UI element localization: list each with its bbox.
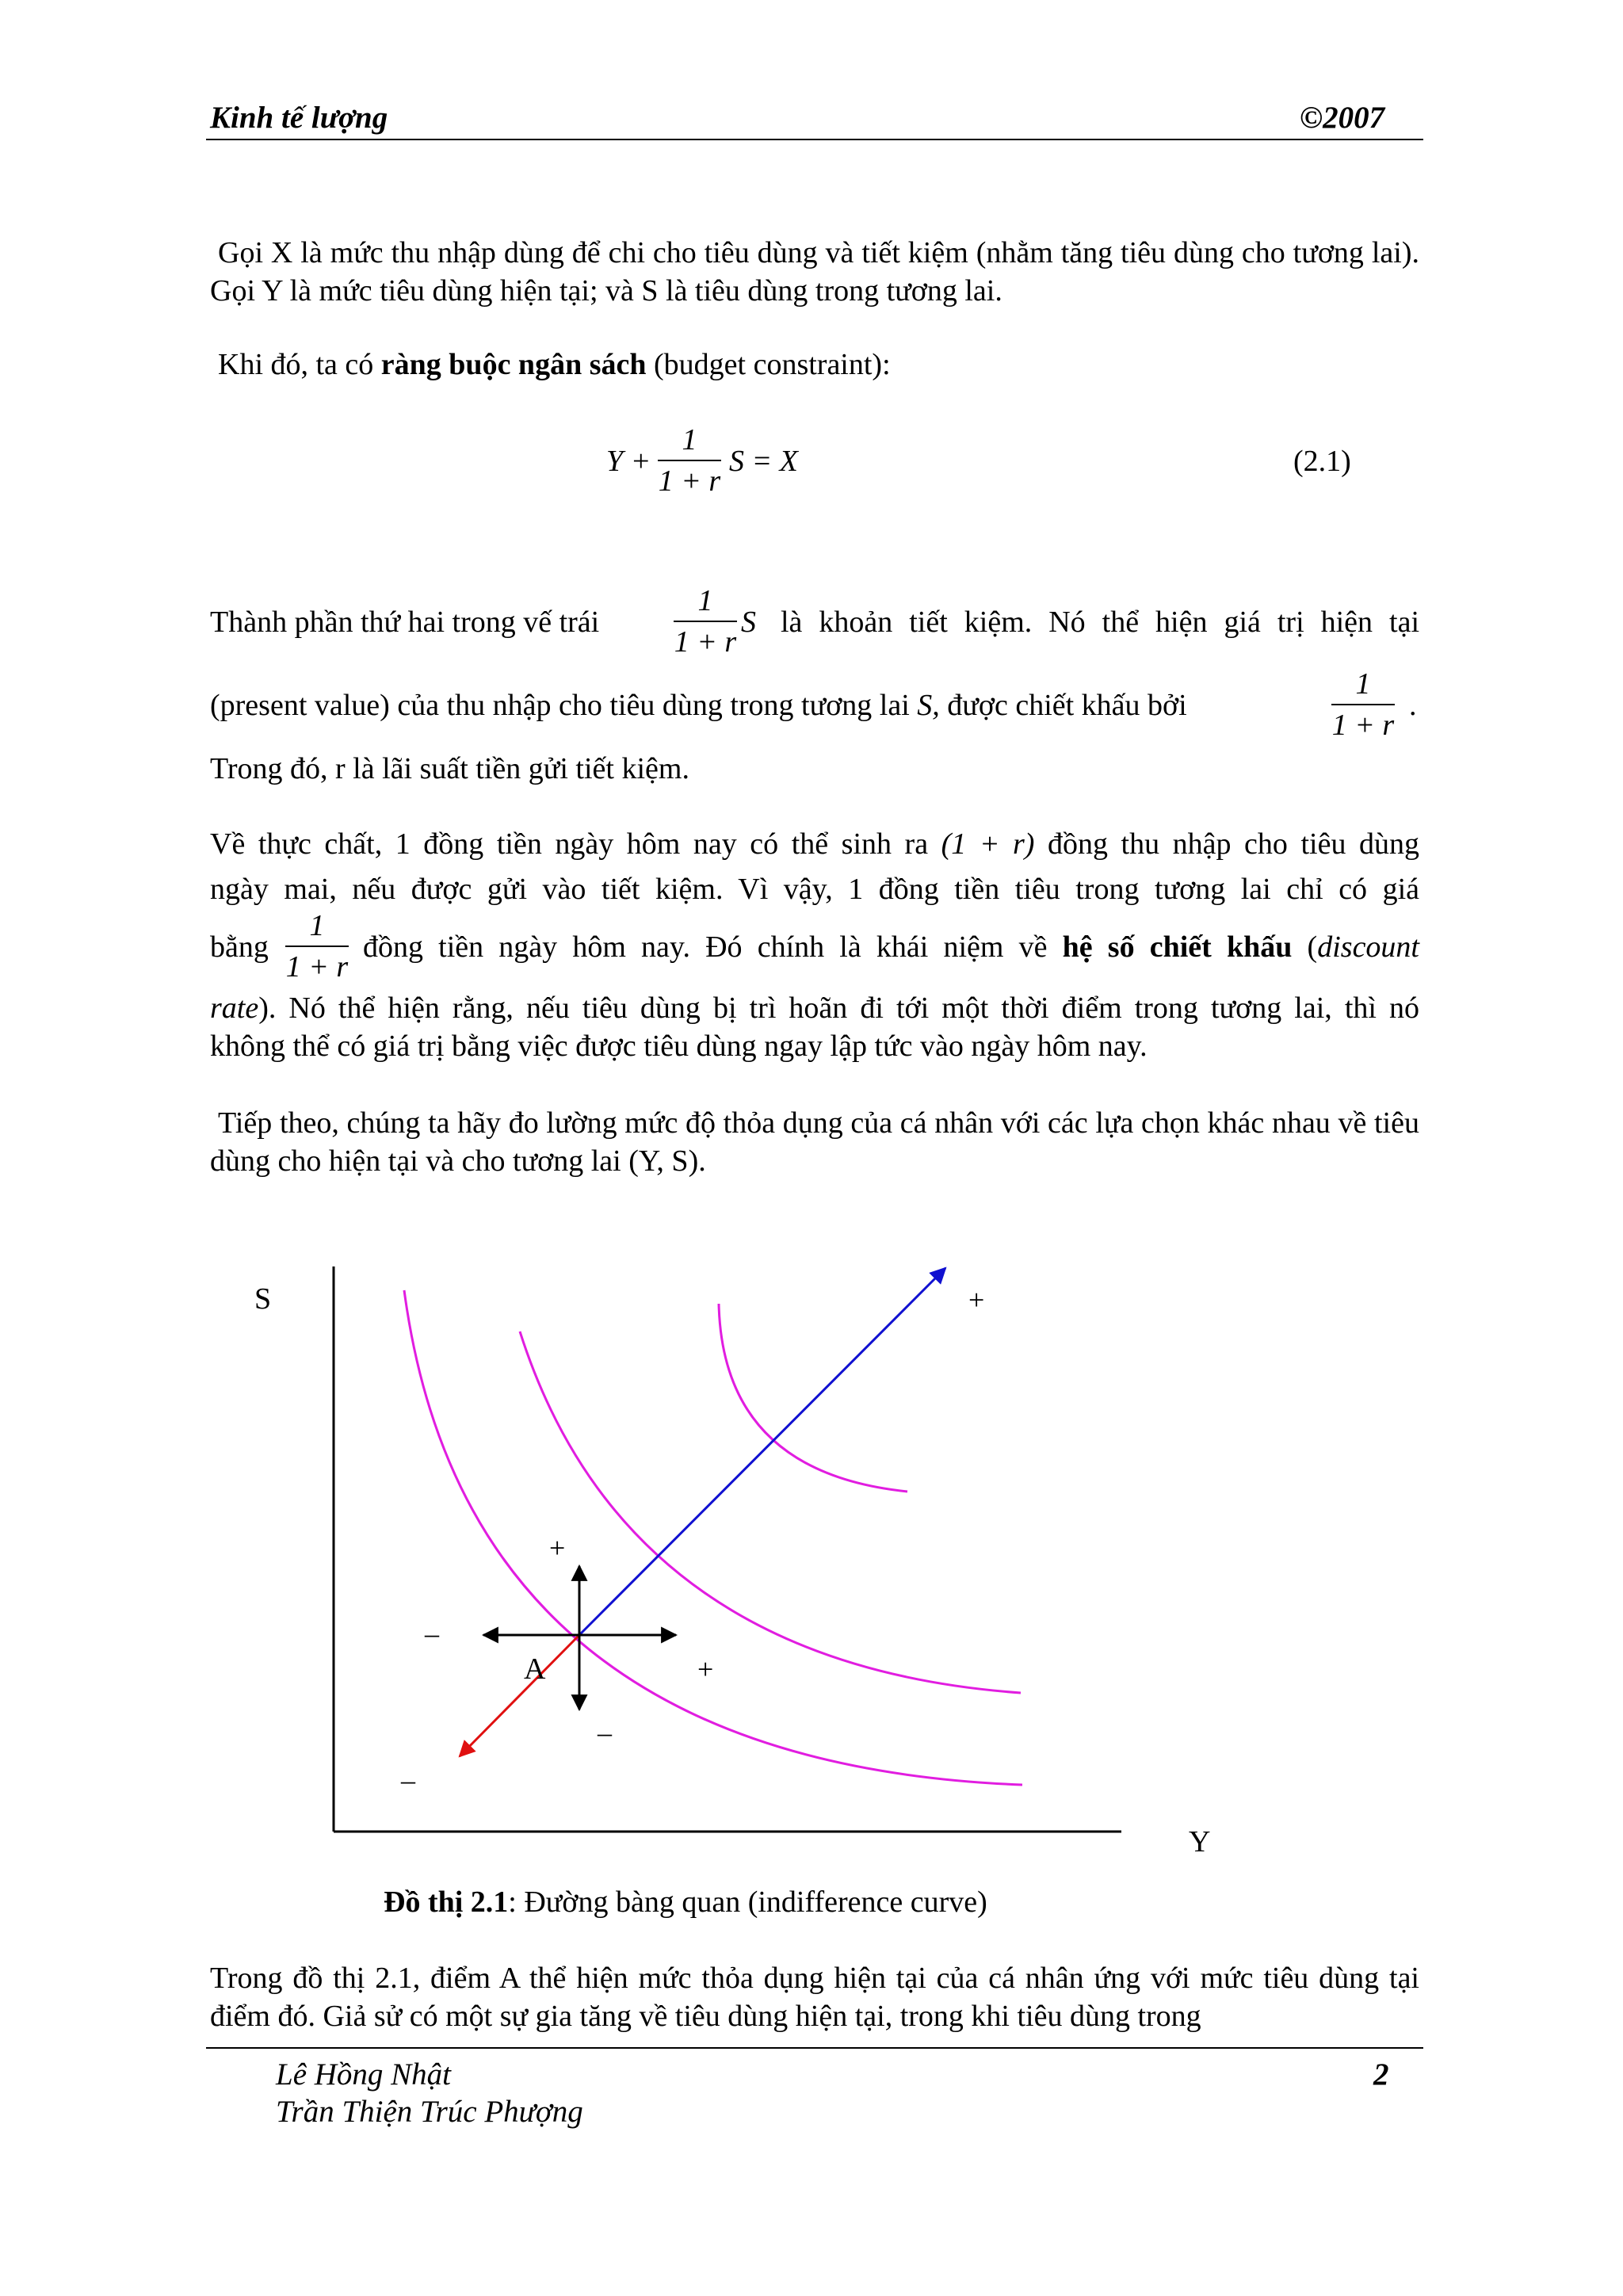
footer-author-1: Lê Hồng Nhật (276, 2057, 452, 2092)
minus-sign-diagonal: – (401, 1764, 415, 1796)
footer-author-2: Trần Thiện Trúc Phượng (276, 2095, 583, 2129)
indifference-curve-2 (520, 1331, 1021, 1693)
figure-caption (384, 1885, 987, 1920)
eq-denominator: 1 + r (658, 464, 721, 498)
point-a-label: A (524, 1652, 546, 1686)
p4-frac-num: 1 (309, 909, 325, 942)
p3-line1-a: Thành phần thứ hai trong vế trái (210, 606, 600, 639)
paragraph-5: Tiếp theo, chúng ta hãy đo lường mức độ thỏa dụng của cá nhân với các lựa chọn khác nhau về tiêu dùng cho hiện tại và cho tương lai (Y, S). (210, 1106, 1419, 1178)
p4-line3-b: đồng tiền ngày hôm nay. Đó chính là khái niệm về hệ số chiết khấu (discount (363, 930, 1419, 964)
plus-sign-up: + (549, 1532, 566, 1564)
p3-disc-den: 1 + r (1331, 709, 1395, 742)
p4-line5: không thể có giá trị bằng việc được tiêu dùng ngay lập tức vào ngày hôm nay. (210, 1030, 1148, 1063)
plus-sign-diagonal: + (968, 1284, 985, 1316)
caption-label: Đồ thị 2.1 (384, 1885, 509, 1919)
p3-frac-den: 1 + r (674, 625, 737, 659)
caption-text: : Đường bàng quan (indifference curve) (508, 1885, 987, 1919)
p3-dot: . (1409, 689, 1417, 722)
minus-sign-down: – (598, 1717, 612, 1748)
paragraph-1: Gọi X là mức thu nhập dùng để chi cho tiêu dùng và tiết kiệm (nhằm tăng tiêu dùng cho tương lai). Gọi Y là mức tiêu dùng hiện tại; và S là tiêu dùng trong tương lai. (210, 236, 1419, 308)
p3-line3: Trong đó, r là lãi suất tiền gửi tiết kiệm. (210, 752, 689, 785)
indifference-curve-3 (719, 1304, 907, 1492)
indifference-curve-1 (404, 1290, 1022, 1785)
page-number: 2 (1373, 2057, 1389, 2092)
p3-line1-b: là khoản tiết kiệm. Nó thể hiện giá trị hiện tại (781, 606, 1419, 639)
footer-rule (206, 2047, 1423, 2049)
p3-frac-num: 1 (697, 584, 713, 617)
eq-numerator: 1 (682, 423, 697, 457)
p4-line2: ngày mai, nếu được gửi vào tiết kiệm. Vì vậy, 1 đồng tiền tiêu trong tương lai chỉ có giá (210, 873, 1419, 906)
header-year: ©2007 (1300, 101, 1385, 135)
eq-rhs: S = X (729, 445, 798, 478)
p3-disc-num: 1 (1355, 667, 1371, 701)
equation-number: (2.1) (1293, 445, 1351, 478)
x-axis-label: Y (1189, 1825, 1211, 1859)
p3-line2: (present value) của thu nhập cho tiêu dùng trong tương lai S, được chiết khấu bởi (210, 689, 1187, 722)
paragraph-6: Trong đồ thị 2.1, điểm A thể hiện mức thỏa dụng hiện tại của cá nhân ứng với mức tiêu dùng tại điểm đó. Giả sử có một sự gia tăng về tiêu dùng hiện tại, trong khi tiêu dùng trong (210, 1962, 1419, 2033)
minus-sign-left: – (425, 1618, 439, 1649)
p4-frac-den: 1 + r (285, 950, 349, 984)
y-axis-label: S (254, 1282, 272, 1316)
paragraph-2: Khi đó, ta có ràng buộc ngân sách (budget constraint): (218, 348, 891, 381)
p4-line4: rate). Nó thể hiện rằng, nếu tiêu dùng bị trì hoãn đi tới một thời điểm trong tương lai, thì nó (210, 991, 1419, 1025)
p3-frac-var: S (741, 606, 756, 639)
eq-lhs: Y + (606, 445, 651, 478)
p4-line1: Về thực chất, 1 đồng tiền ngày hôm nay có thể sinh ra (1 + r) đồng thu nhập cho tiêu dùng (210, 827, 1419, 861)
decrease-utility-arrow (460, 1635, 579, 1756)
p4-line3-a: bằng (210, 930, 269, 964)
header-title: Kinh tế lượng (210, 101, 388, 135)
plus-sign-right: + (697, 1653, 714, 1685)
increase-utility-arrow (579, 1268, 945, 1635)
